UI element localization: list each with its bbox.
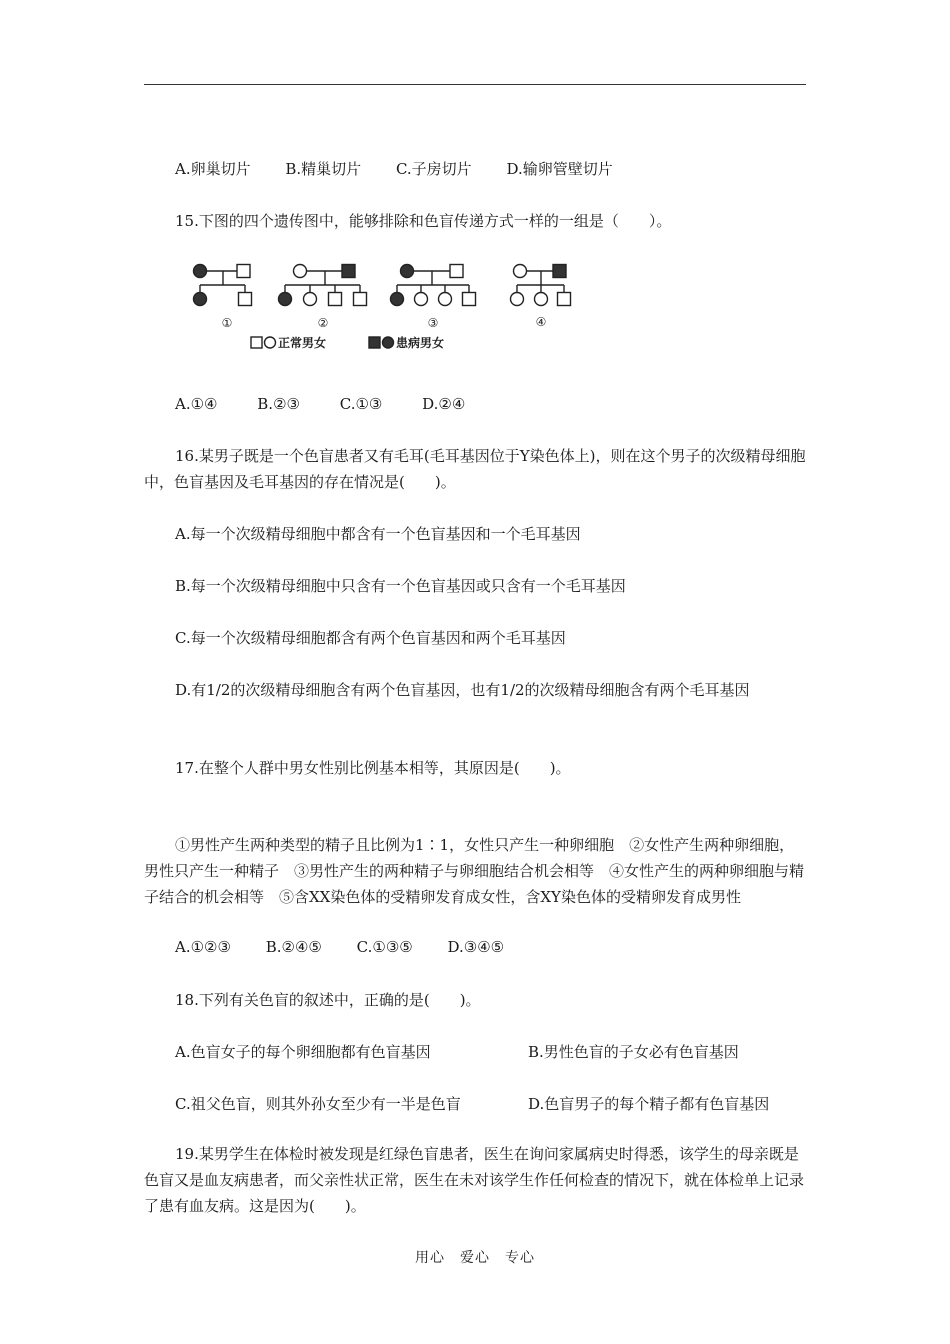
q15-option-a: A.①④: [175, 395, 218, 413]
pedigree-label-2: ②: [317, 316, 329, 330]
q17-option-b: B.②④⑤: [265, 938, 322, 956]
q14-options: [175, 158, 643, 179]
q18-option-a: A.色盲女子的每个卵细胞都有色盲基因: [175, 1043, 431, 1061]
q18-stem: 18.下列有关色盲的叙述中，正确的是( )。: [175, 991, 481, 1009]
q14-option-a: A.卵巢切片: [175, 160, 251, 178]
q15-options: [175, 395, 495, 413]
pedigree-label-1: ①: [221, 316, 233, 330]
q15-option-d: D.②④: [422, 395, 466, 413]
q17-option-c: C.①③⑤: [356, 938, 413, 956]
q15-option-b: B.②③: [257, 395, 300, 413]
q17-options: [175, 938, 534, 956]
q18-option-c: C.祖父色盲，则其外孙女至少有一半是色盲: [175, 1095, 461, 1113]
q14-option-c: C.子房切片: [395, 160, 472, 178]
q16-option-b: B.每一个次级精母细胞中只含有一个色盲基因或只含有一个毛耳基因: [175, 577, 626, 595]
q17-statements: ①男性产生两种类型的精子且比例为1∶1，女性只产生一种卵细胞 ②女性产生两种卵细胞，男性只产生一种精子 ③男性产生的两种精子与卵细胞结合机会相等 ④女性产生的两种卵细胞与精子结合的机会相等 ⑤含XX染色体的受精卵发育成女性，含XY染色体的受精卵发育成男性: [144, 836, 805, 906]
q16-option-a: A.每一个次级精母细胞中都含有一个色盲基因和一个毛耳基因: [175, 525, 581, 543]
q16-option-d: D.有1/2的次级精母细胞含有两个色盲基因，也有1/2的次级精母细胞含有两个毛耳基因: [175, 681, 750, 699]
pedigree-label-4: ④: [535, 315, 547, 329]
q17-option-a: A.①②③: [175, 938, 231, 956]
q17-stem: 17.在整个人群中男女性别比例基本相等，其原因是( )。: [175, 759, 571, 777]
q18-option-b: B.男性色盲的子女必有色盲基因: [528, 1043, 739, 1061]
q16-stem: 16.某男子既是一个色盲患者又有毛耳(毛耳基因位于Y染色体上)，则在这个男子的次级精母细胞中，色盲基因及毛耳基因的存在情况是( )。: [144, 447, 806, 491]
q14-option-b: B.精巢切片: [285, 160, 362, 178]
header-rule: [144, 84, 806, 85]
page-footer: 用心 爱心 专心: [415, 1250, 535, 1266]
legend-affected: 患病男女: [396, 336, 445, 350]
pedigree-figure: [185, 255, 485, 355]
pedigree-figure-4: [505, 258, 575, 332]
q14-option-d: D.输卵管壁切片: [506, 160, 613, 178]
q18-option-d: D.色盲男子的每个精子都有色盲基因: [528, 1095, 770, 1113]
q15-option-c: C.①③: [339, 395, 383, 413]
q19-stem: 19.某男学生在体检时被发现是红绿色盲患者，医生在询问家属病史时得悉，该学生的母亲既是色盲又是血友病患者，而父亲性状正常，医生在未对该学生作任何检查的情况下，就在体检单上记录了患有血友病。这是因为( )。: [144, 1145, 805, 1215]
q15-stem: 15.下图的四个遗传图中，能够排除和色盲传递方式一样的一组是（ ）。: [175, 212, 672, 230]
pedigree-label-3: ③: [427, 316, 439, 330]
legend-normal: 正常男女: [278, 336, 327, 350]
q16-option-c: C.每一个次级精母细胞都含有两个色盲基因和两个毛耳基因: [175, 629, 566, 647]
q17-option-d: D.③④⑤: [447, 938, 505, 956]
